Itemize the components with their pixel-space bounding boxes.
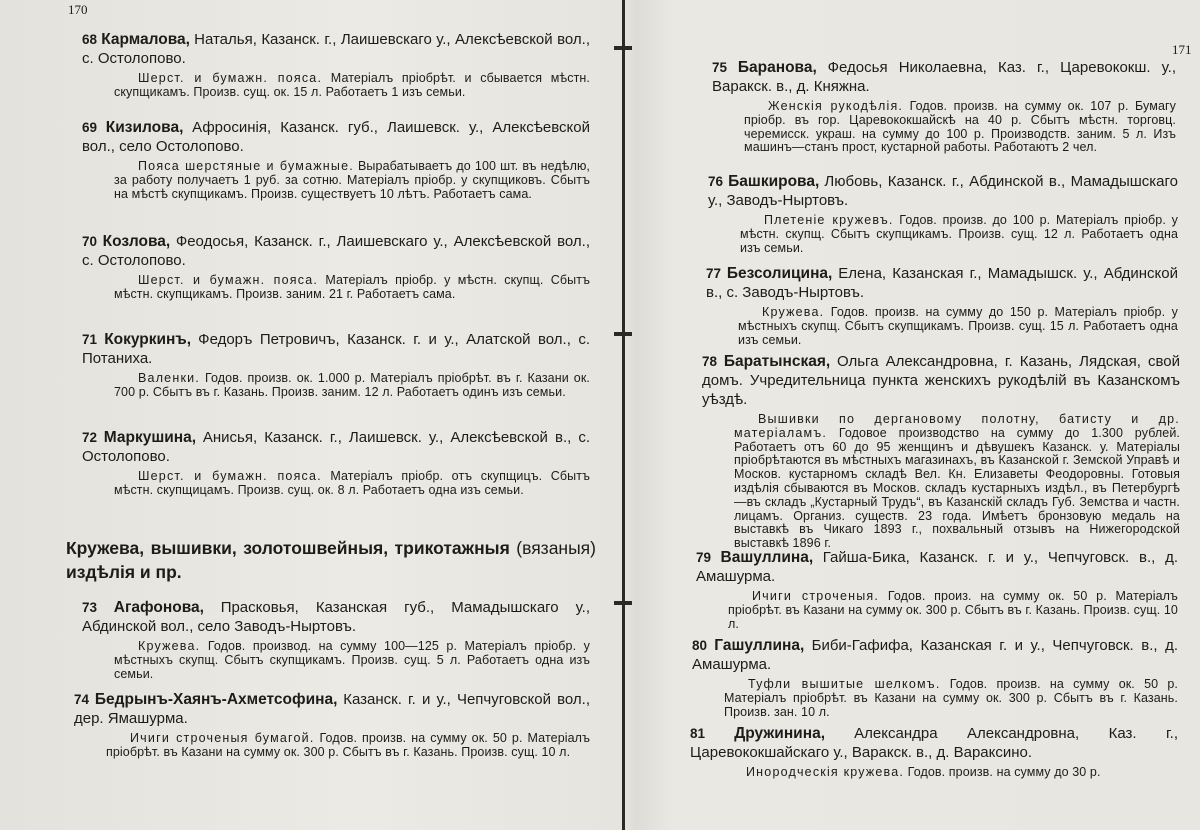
entry-72: 72 Маркушина, Анисья, Казанск. г., Лаишевск. у., Алексѣевской в., с. Остолопово. Шерст. и бумажн. пояса. Матеріалъ пріобр. отъ скупщицъ. Сбытъ мѣстн. скупщицамъ. Произв. сущ. ок. 8 л. Работаетъ одна изъ семьи. [82, 429, 591, 497]
entry-75: 75 Баранова, Федосья Николаевна, Каз. г., Царевококш. у., Варакск. в., д. Княжна. Женскія рукодѣлія. Годов. произв. на сумму ок. 107 р. Бумагу пріобр. въ гор. Царевококшайскѣ на 40 р. Сбытъ мѣстн. торговц. черемисск. украш. на сумму до 100 р. Производств. заним. 5 л. Изъ машинъ—станъ прост, кустарной работы. Работаютъ 2 чел. [712, 59, 1177, 155]
gutter-mark [614, 332, 632, 336]
entry-74: 74 Бедрынъ-Хаянъ-Ахметсофина, Казанск. г. и у., Чепчуговской вол., дер. Ямашурма. Ичиги строченыя бумагой. Годов. произв. на сумму ок. 50 р. Матеріалъ пріобрѣт. въ Казани на сумму ок. 300 р. Сбытъ въ г. Казань. Произв. сущ. 10 л. [74, 691, 590, 759]
entry-76: 76 Башкирова, Любовь, Казанск. г., Абдинской в., Мамадышскаго у., Заводъ-Ныртовъ. Плетеніе кружевъ. Годов. произв. до 100 р. Матеріалъ пріобр. у мѣстн. скупщ. Сбытъ скупщикамъ. Произв. сущ. 12 л. Работаетъ одна изъ семьи. [708, 173, 1179, 255]
entry-81: 81 Дружинина, Александра Александровна, Каз. г., Царевококшайскаго у., Варакск. в., д. Вараксино. Инородческія кружева. Годов. произв. на сумму до 30 р. [690, 725, 1178, 779]
page-gutter [622, 0, 625, 830]
entry-80: 80 Гашуллина, Биби-Гафифа, Казанская г. и у., Чепчуговск. в., д. Амашурма. Туфли вышитые шелкомъ. Годов. произв. на сумму ок. 50 р. Матеріалъ пріобрѣт. въ Казани на сумму ок. 300 р. Сбытъ въ г. Казань. Произв. зан. 10 л. [692, 637, 1179, 719]
entry-79: 79 Вашуллина, Гайша-Бика, Казанск. г. и у., Чепчуговск. в., д. Амашурма. Ичиги строченыя. Годов. произ. на сумму ок. 50 р. Матеріалъ пріобрѣт. въ Казани на сумму ок. 300 р. Сбытъ въ г. Казань. Произв. сущ. 10 л. [696, 549, 1179, 631]
gutter-mark [614, 601, 632, 605]
page-number-right: 171 [1172, 42, 1192, 57]
entry-71: 71 Кокуркинъ, Федоръ Петровичъ, Казанск. г. и у., Алатской вол., с. Потаниха. Валенки. Годов. произв. ок. 1.000 р. Матеріалъ пріобрѣт. въ г. Казани ок. 700 р. Сбытъ въ г. Казань. Произв. заним. 12 л. Работаетъ одинъ изъ семьи. [82, 331, 590, 399]
entry-73: 73 Агафонова, Прасковья, Казанская губ., Мамадышскаго у., Абдинской вол., село Заводъ-Ныртовъ. Кружева. Годов. производ. на сумму 100—125 р. Матеріалъ пріобр. у мѣстныхъ скупщ. Сбытъ скупщикамъ. Произв. сущ. 5 л. Работаетъ одна изъ семьи. [82, 599, 591, 681]
page-number-left: 170 [68, 2, 88, 17]
entry-69: 69 Кизилова, Афросинія, Казанск. губ., Лаишевск. у., Алексѣевской вол., село Остолопово. Пояса шерстяные и бумажные. Вырабатываетъ до 100 шт. въ недѣлю, за работу получаетъ 1 руб. за сотню. Матеріалъ пріобр. у скупщиковъ. Сбытъ на мѣстѣ скупщикамъ. Произв. существуетъ 10 лѣтъ. Работаетъ сама. [82, 119, 591, 201]
entry-68: 68 Кармалова, Наталья, Казанск. г., Лаишевскаго у., Алексѣевской вол., с. Остолопово. Шерст. и бумажн. пояса. Матеріалъ пріобрѣт. и сбывается мѣстн. скупщикамъ. Произв. сущ. ок. 15 л. Работаетъ 1 изъ семьи. [82, 31, 590, 99]
gutter-mark [614, 46, 632, 50]
entry-70: 70 Козлова, Феодосья, Казанск. г., Лаишевскаго у., Алексѣевской вол., с. Остолопово. Шерст. и бумажн. пояса. Матеріалъ пріобр. у мѣстн. скупщ. Сбытъ мѣстн. скупщикамъ. Произв. заним. 21 г. Работаетъ сама. [82, 233, 590, 301]
entry-77: 77 Безсолицина, Елена, Казанская г., Мамадышск. у., Абдинской в., с. Заводъ-Ныртовъ. Кружева. Годов. произв. на сумму до 150 р. Матеріалъ пріобр. у мѣстныхъ скупщ. Сбытъ скупщикамъ. Произв. сущ. 15 л. Работаетъ одна изъ семьи. [706, 265, 1179, 347]
entry-78: 78 Баратынская, Ольга Александровна, г. Казань, Лядская, свой домъ. Учредительница пункта женскихъ рукодѣлій въ Казанскомъ уѣздѣ. Вышивки по дергановому полотну, батисту и др. матеріаламъ. Годовое производство на сумму до 1.300 рублей. Работаетъ отъ 60 до 95 женщинъ и дѣвушекъ Казанск. у. Матеріалы пріобрѣтаются въ мѣстныхъ магазинахъ, въ Казанской г. Земской Управѣ и Москов. кустарномъ складѣ Вел. Кн. Елизаветы Феодоровны. Готовыя издѣлія сбываются въ Москов. складъ кустарныхъ издѣл., въ Петербургѣ—въ складъ „Кустарный Трудъ“, въ Казанскій складъ Губ. Земства и частн. лицамъ. Организ. существ. 23 года. Имѣетъ бронзовую медаль на выставкѣ въ Чикаго 1893 г., похвальный отзывъ на Нижегородской выставкѣ 1896 г. [702, 353, 1181, 551]
section-title: Кружева, вышивки, золотошвейныя, трикотажныя (вязаныя) издѣлія и пр. [66, 538, 596, 582]
